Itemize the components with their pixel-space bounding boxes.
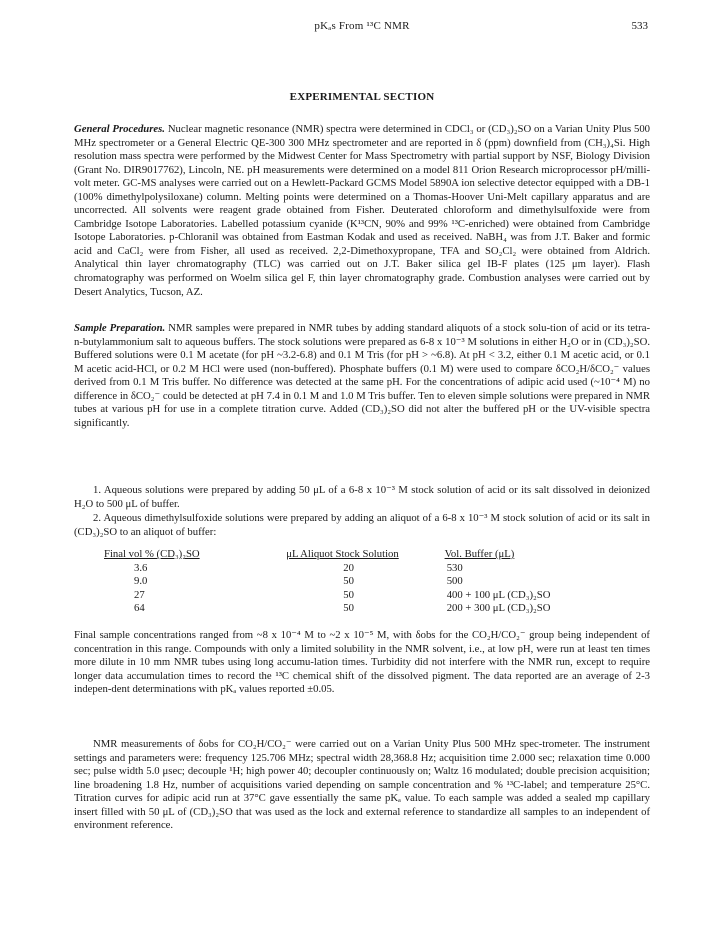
table-header-cell [445,548,584,562]
table-cell: 500 [446,575,463,587]
header-aliquot: μL Aliquot Stock Solution [286,548,399,560]
general-procedures-text: Nuclear magnetic resonance (NMR) spectra were determined in CDCl₃ or (CD₃)₂SO on a Varian Unity Plus 500 MHz spectrometer or a General Electric QE-300 300 MHz spectrometer and are reported in δ (ppm) downfield from (CH₃)₄Si. High resolution mass spectra were performed by the Midwest Center for Mass Spectrometry with partial support by NSF, Biology Division (Grant No. DIR9017762), Lincoln, NE. pH measurements were determined on a model 811 Orion Research microprocessor pH/milli-volt meter. GC-MS analyses were carried out on a Hewlett-Packard GCMS Model 5890A ion selective detector equipped with a DB-1 (100% dimethylpolysiloxane) column. Melting points were determined on a Thomas-Hoover Uni-Melt capillary apparatus and are uncorrected. All solvents were reagent grade obtained from Fisher. Deuterated chloroform and dimethylsulfoxide were from Cambridge Isotope Laboratories. Labelled potassium cyanide (K¹³CN, 90% and 99% ¹³C-enriched) were obtained from Cambridge Isotope Laboratories. p-Chloranil was obtained from Eastman Kodak and used as received. NaBH₄ was from J.T. Baker and formic acid and CaCl₂ were from Fisher, all used as received. 2,2-Dimethoxypropane, TFA and SO₂Cl₂ were obtained from Aldrich. Analytical thin layer chromatography (TLC) was carried out on J.T. Baker silica gel IB-F plates (125 μm layer). Flash chromatography was performed on Woelm silica gel F, thin layer chromatography grade. Combustion analyses were carried out by Desert Analytics, Tucson, AZ. [74,123,651,298]
table-cell: 50 [343,588,354,601]
table-cell: 400 + 100 μL (CD₃)₂SO [446,588,551,601]
general-procedures-lead: General Procedures. [74,123,165,135]
table-header-row [104,548,584,562]
general-procedures-paragraph [74,123,650,299]
table-cell: 530 [446,561,463,574]
dilution-table [104,548,584,616]
header-final-vol: Final vol % (CD₃)₂SO [104,548,200,560]
header-vol-buffer: Vol. Buffer (μL) [444,548,515,560]
table-cell: 64 [134,602,145,614]
page-number: 533 [631,20,648,32]
table-cell: 9.0 [134,575,148,587]
table-cell: 20 [343,561,354,574]
sample-preparation-lead: Sample Preparation. [74,322,166,334]
table-row [104,589,584,603]
measurements-paragraph: NMR measurements of δobs for CO₂H/CO₂⁻ were carried out on a Varian Unity Plus 500 MHz spec-trometer. The instrument settings and parameters were: frequency 125.706 MHz; spectral width 28,368.8 Hz; acquisition time 2.000 sec; relaxation time 0.000 sec; pulse width 5.0 μsec; decouple ¹H; high power 40; decoupler continuously on; Waltz 16 modulated; double precision acquisition; line broadening 1.8 Hz, number of acquisitions varied depending on sample concentration and % ¹³C-label; and temperature 25°C. Titration curves for adipic acid run at 37°C gave essentially the same pKₐ value. To each sample was added a sealed mp capillary insert filled with 50 μL of (CD₃)₂SO that was used as the lock and external reference to standardize all samples to an independent of environment reference. [74,738,650,832]
running-head-title: pKₐs From ¹³C NMR [314,20,410,32]
table-row [104,575,584,589]
table-cell: 50 [343,602,354,614]
running-head [74,20,650,38]
sample-preparation-paragraph [74,322,650,430]
table-row [104,602,584,616]
table-header-cell [286,548,444,562]
sample-preparation-text: NMR samples were prepared in NMR tubes by adding standard aliquots of a stock solu-tion of acid or its tetra-n-butylammonium salt to aqueous buffers. The stock solutions were prepared as 6-8 x 10⁻³ M solutions in either H₂O or in (CD₃)₂SO. Buffered solutions were 0.1 M acetate (for pH ~3.2-6.8) and 0.1 M Tris (for pH > ~6.8). At pH < 3.2, either 0.1 M acetic acid, or 0.1 M acetic acid-HCl, or 0.2 M HCl were used (non-buffered). Phosphate buffers (0.1 M) were used to compare δCO₂H/δCO₂⁻ values derived from 0.1 M Tris buffer. No difference was detected at the same pH. For the concentrations of adipic acid used (~10⁻⁴ M) no difference in δCO₂⁻ could be detected at pH 7.4 in 0.1 M and 1.0 M Tris buffer. Ten to eleven simple solutions were prepared in NMR tubes at various pH for use in a complete titration curve. Added (CD₃)₂SO did not alter the buffered pH or the UV-visible spectra significantly. [74,322,650,429]
concentrations-paragraph: Final sample concentrations ranged from ~8 x 10⁻⁴ M to ~2 x 10⁻⁵ M, with δobs for the CO₂H/CO₂⁻ group being independent of concentration in this range. Compounds with only a limited solubility in the NMR solvent, i.e., at low pH, were run at least ten times more dilute in 10 mm NMR tubes using long accumu-lation times. Turbidity did not interfere with the NMR run, except to require longer data accumulation times to record the ¹³C chemical shift of the dissolved pigment. The data reported are an average of 2-3 indepen-dent determinations with pKₐ values reported ±0.05. [74,629,650,696]
step-2-paragraph: 2. Aqueous dimethylsulfoxide solutions were prepared by adding an aliquot of a 6-8 x 10⁻³ M stock solution of acid or its salt in (CD₃)₂SO to an aliquot of buffer: [74,512,650,538]
table-header-cell [104,548,286,562]
table-cell: 50 [343,575,354,587]
section-heading: EXPERIMENTAL SECTION [289,91,435,103]
table-row [104,562,584,576]
step-1-paragraph: 1. Aqueous solutions were prepared by adding 50 μL of a 6-8 x 10⁻³ M stock solution of acid or its salt dissolved in deionized H₂O to 500 μL of buffer. [74,484,650,510]
table-cell: 3.6 [134,561,148,574]
table-cell: 27 [134,588,145,601]
table-cell: 200 + 300 μL (CD₃)₂SO [446,602,551,614]
